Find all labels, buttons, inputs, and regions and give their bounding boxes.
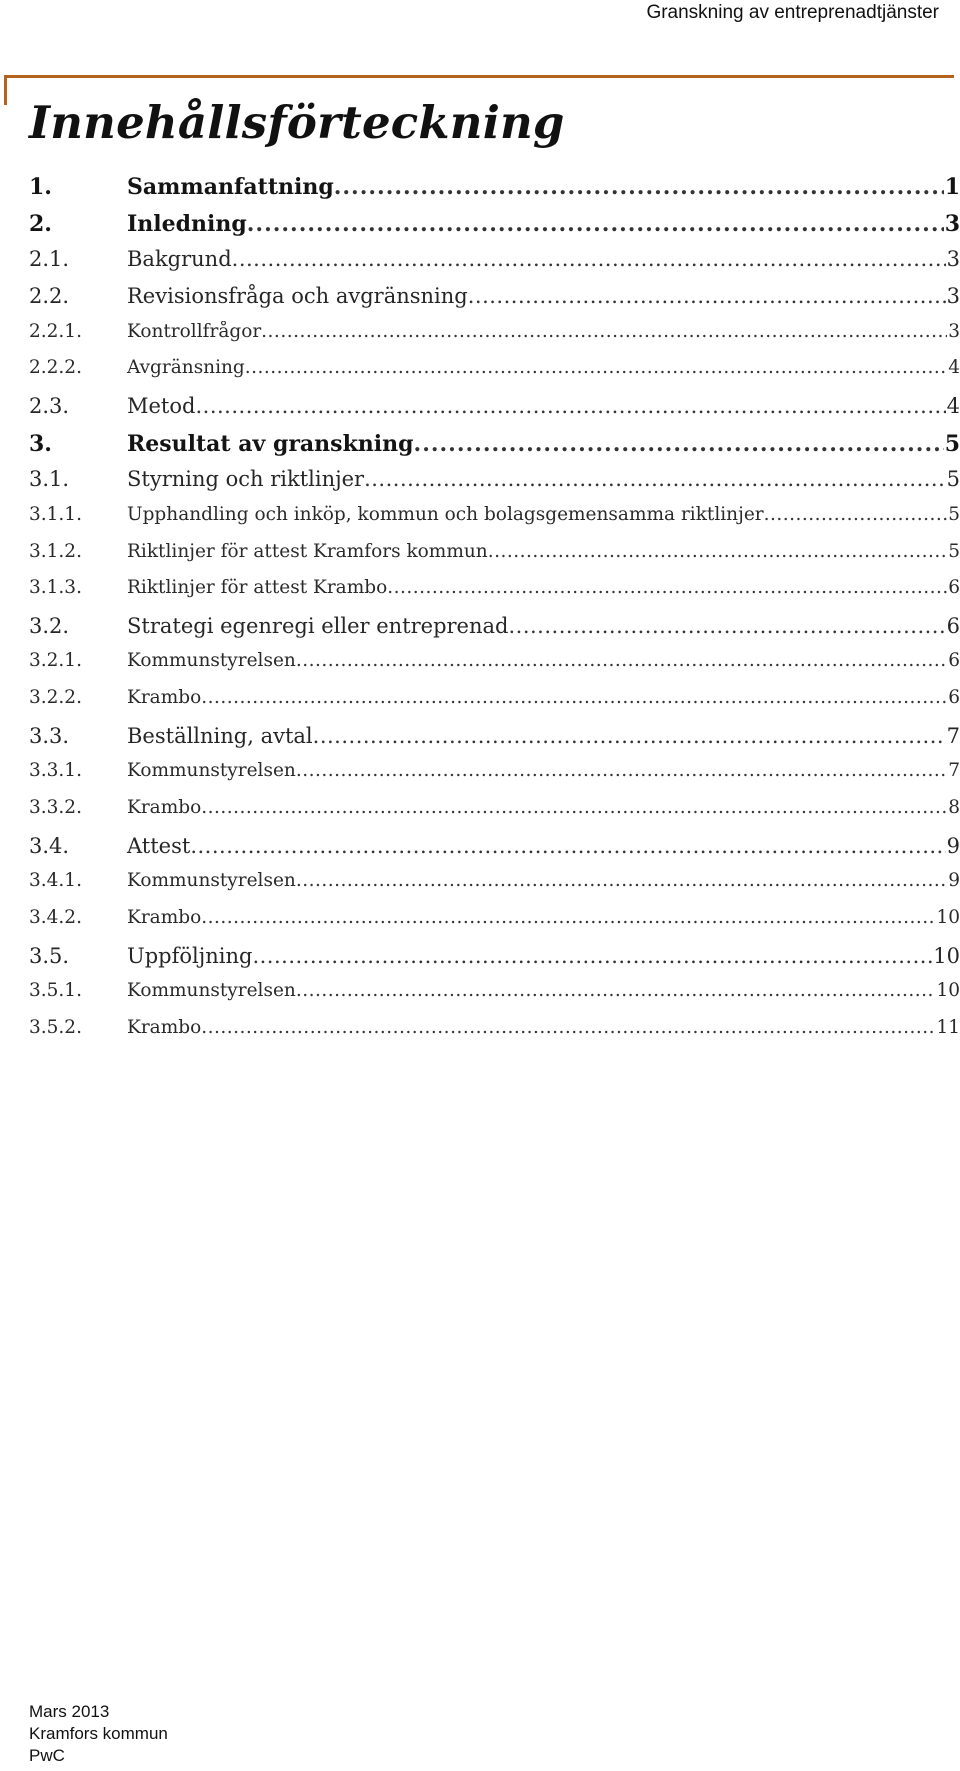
- toc-entry-title: Styrning och riktlinjer: [127, 467, 365, 491]
- toc-entry-page-number: 5: [946, 467, 960, 491]
- toc-dot-leader: [195, 394, 945, 418]
- toc-entry-title: Strategi egenregi eller entreprenad: [127, 614, 509, 638]
- toc-entry[interactable]: [29, 614, 960, 648]
- toc-entry-page-number: 6: [948, 577, 960, 598]
- toc-entry[interactable]: [29, 797, 960, 831]
- toc-entry-page-number: 7: [946, 724, 960, 748]
- toc-dot-leader: [261, 321, 947, 342]
- toc-dot-leader: [364, 467, 946, 491]
- toc-entry-page-number: 9: [946, 834, 960, 858]
- toc-entry[interactable]: [29, 1017, 960, 1051]
- toc-dot-leader: [201, 797, 947, 818]
- toc-entry-title: Avgränsning: [127, 357, 245, 378]
- toc-entry[interactable]: [29, 174, 960, 208]
- toc-dot-leader: [232, 247, 946, 271]
- toc-dot-leader: [190, 834, 945, 858]
- toc-entry-page-number: 5: [948, 504, 960, 525]
- toc-entry[interactable]: [29, 760, 960, 794]
- toc-entry-number: 2.1.: [29, 247, 70, 271]
- toc-entry[interactable]: [29, 284, 960, 318]
- toc-entry-title: Uppföljning: [127, 944, 253, 968]
- toc-entry-number: 3.1.2.: [29, 541, 82, 562]
- toc-entry-number: 3.2.1.: [29, 650, 82, 671]
- toc-entry-page-number: 10: [933, 944, 960, 968]
- toc-entry-page-number: 5: [948, 541, 960, 562]
- toc-entry-title: Krambo: [127, 687, 202, 708]
- toc-entry-title: Sammanfattning: [127, 174, 334, 200]
- toc-dot-leader: [245, 357, 947, 378]
- toc-entry[interactable]: [29, 431, 960, 465]
- toc-entry-page-number: 7: [948, 760, 960, 781]
- toc-entry[interactable]: [29, 541, 960, 575]
- toc-entry[interactable]: [29, 394, 960, 428]
- toc-dot-leader: [387, 577, 947, 598]
- toc-entry[interactable]: [29, 834, 960, 868]
- toc-entry[interactable]: [29, 577, 960, 611]
- toc-dot-leader: [508, 614, 945, 638]
- toc-entry-page-number: 10: [936, 907, 960, 928]
- toc-entry-page-number: 6: [948, 650, 960, 671]
- toc-entry[interactable]: [29, 211, 960, 245]
- toc-dot-leader: [201, 687, 947, 708]
- toc-entry-page-number: 5: [944, 431, 960, 457]
- toc-entry-page-number: 4: [946, 394, 960, 418]
- toc-entry-number: 3.3.: [29, 724, 70, 748]
- toc-entry-title: Riktlinjer för attest Krambo: [127, 577, 388, 598]
- toc-entry-number: 3.1.1.: [29, 504, 82, 525]
- toc-dot-leader: [296, 650, 947, 671]
- toc-entry-title: Inledning: [127, 211, 247, 237]
- toc-entry-page-number: 1: [944, 174, 960, 200]
- toc-entry-number: 2.3.: [29, 394, 70, 418]
- footer-organization: Kramfors kommun: [29, 1724, 168, 1743]
- toc-entry[interactable]: [29, 357, 960, 391]
- toc-dot-leader: [764, 504, 948, 525]
- footer-date: Mars 2013: [29, 1702, 110, 1721]
- toc-title: Innehållsförteckning: [29, 96, 565, 149]
- toc-entry[interactable]: [29, 247, 960, 281]
- toc-entry-page-number: 3: [946, 284, 960, 308]
- toc-entry-title: Upphandling och inköp, kommun och bolagsgemensamma riktlinjer: [127, 504, 764, 525]
- toc-dot-leader: [296, 870, 947, 891]
- toc-dot-leader: [247, 211, 944, 237]
- toc-dot-leader: [296, 760, 947, 781]
- toc-entry-title: Resultat av granskning: [127, 431, 414, 457]
- toc-entry-number: 2.2.1.: [29, 321, 82, 342]
- page-footer: [29, 1701, 168, 1767]
- toc-entry-number: 2.2.: [29, 284, 70, 308]
- toc-entry-page-number: 10: [936, 980, 960, 1001]
- toc-entry-number: 3.4.1.: [29, 870, 82, 891]
- toc-dot-leader: [414, 431, 944, 457]
- toc-entry[interactable]: [29, 321, 960, 355]
- toc-dot-leader: [201, 1017, 935, 1038]
- toc-entry[interactable]: [29, 504, 960, 538]
- footer-author: PwC: [29, 1746, 65, 1765]
- toc-entry[interactable]: [29, 724, 960, 758]
- toc-entry-page-number: 6: [946, 614, 960, 638]
- toc-entry-title: Metod: [127, 394, 196, 418]
- toc-entry-title: Revisionsfråga och avgränsning: [127, 284, 468, 308]
- toc-dot-leader: [201, 907, 935, 928]
- toc-entry-page-number: 9: [948, 870, 960, 891]
- toc-entry-number: 3.2.: [29, 614, 70, 638]
- toc-entry-number: 3.5.: [29, 944, 70, 968]
- toc-entry-title: Kommunstyrelsen: [127, 650, 296, 671]
- toc-entry-title: Riktlinjer för attest Kramfors kommun: [127, 541, 488, 562]
- toc-entry[interactable]: [29, 870, 960, 904]
- toc-entry-page-number: 3: [944, 211, 960, 237]
- toc-entry-title: Beställning, avtal: [127, 724, 313, 748]
- toc-entry[interactable]: [29, 650, 960, 684]
- toc-entry[interactable]: [29, 687, 960, 721]
- toc-entry-number: 3.4.2.: [29, 907, 82, 928]
- toc-dot-leader: [468, 284, 946, 308]
- toc-entry-title: Krambo: [127, 1017, 202, 1038]
- toc-dot-leader: [313, 724, 946, 748]
- toc-entry-page-number: 6: [948, 687, 960, 708]
- toc-entry-title: Kommunstyrelsen: [127, 980, 296, 1001]
- toc-entry-title: Attest: [127, 834, 191, 858]
- toc-entry-number: 3.3.2.: [29, 797, 82, 818]
- toc-entry-number: 1.: [29, 174, 52, 200]
- toc-entry-title: Krambo: [127, 797, 202, 818]
- toc-entry-title: Kontrollfrågor: [127, 321, 262, 342]
- toc-entry-page-number: 3: [948, 321, 960, 342]
- toc-dot-leader: [296, 980, 936, 1001]
- toc-entry-page-number: 3: [946, 247, 960, 271]
- toc-entry[interactable]: [29, 907, 960, 941]
- toc-entry-number: 3.: [29, 431, 52, 457]
- toc-entry[interactable]: [29, 980, 960, 1014]
- toc-entry-number: 3.5.2.: [29, 1017, 82, 1038]
- toc-entry-title: Krambo: [127, 907, 202, 928]
- toc-entry-title: Bakgrund: [127, 247, 232, 271]
- toc-entry-number: 3.5.1.: [29, 980, 82, 1001]
- toc-entry[interactable]: [29, 467, 960, 501]
- toc-dot-leader: [334, 174, 944, 200]
- toc-entry[interactable]: [29, 944, 960, 978]
- toc-dot-leader: [252, 944, 932, 968]
- toc-entry-title: Kommunstyrelsen: [127, 760, 296, 781]
- toc-entry-number: 2.2.2.: [29, 357, 82, 378]
- toc-dot-leader: [488, 541, 948, 562]
- toc-entry-number: 3.2.2.: [29, 687, 82, 708]
- toc-entry-page-number: 8: [948, 797, 960, 818]
- toc-entry-number: 3.1.: [29, 467, 70, 491]
- toc-entry-number: 3.3.1.: [29, 760, 82, 781]
- running-header: Granskning av entreprenadtjänster: [646, 2, 939, 23]
- toc-entry-number: 2.: [29, 211, 52, 237]
- toc-entry-page-number: 11: [936, 1017, 960, 1038]
- toc-entry-page-number: 4: [948, 357, 960, 378]
- toc-entry-title: Kommunstyrelsen: [127, 870, 296, 891]
- toc-entry-number: 3.1.3.: [29, 577, 82, 598]
- toc-entry-number: 3.4.: [29, 834, 70, 858]
